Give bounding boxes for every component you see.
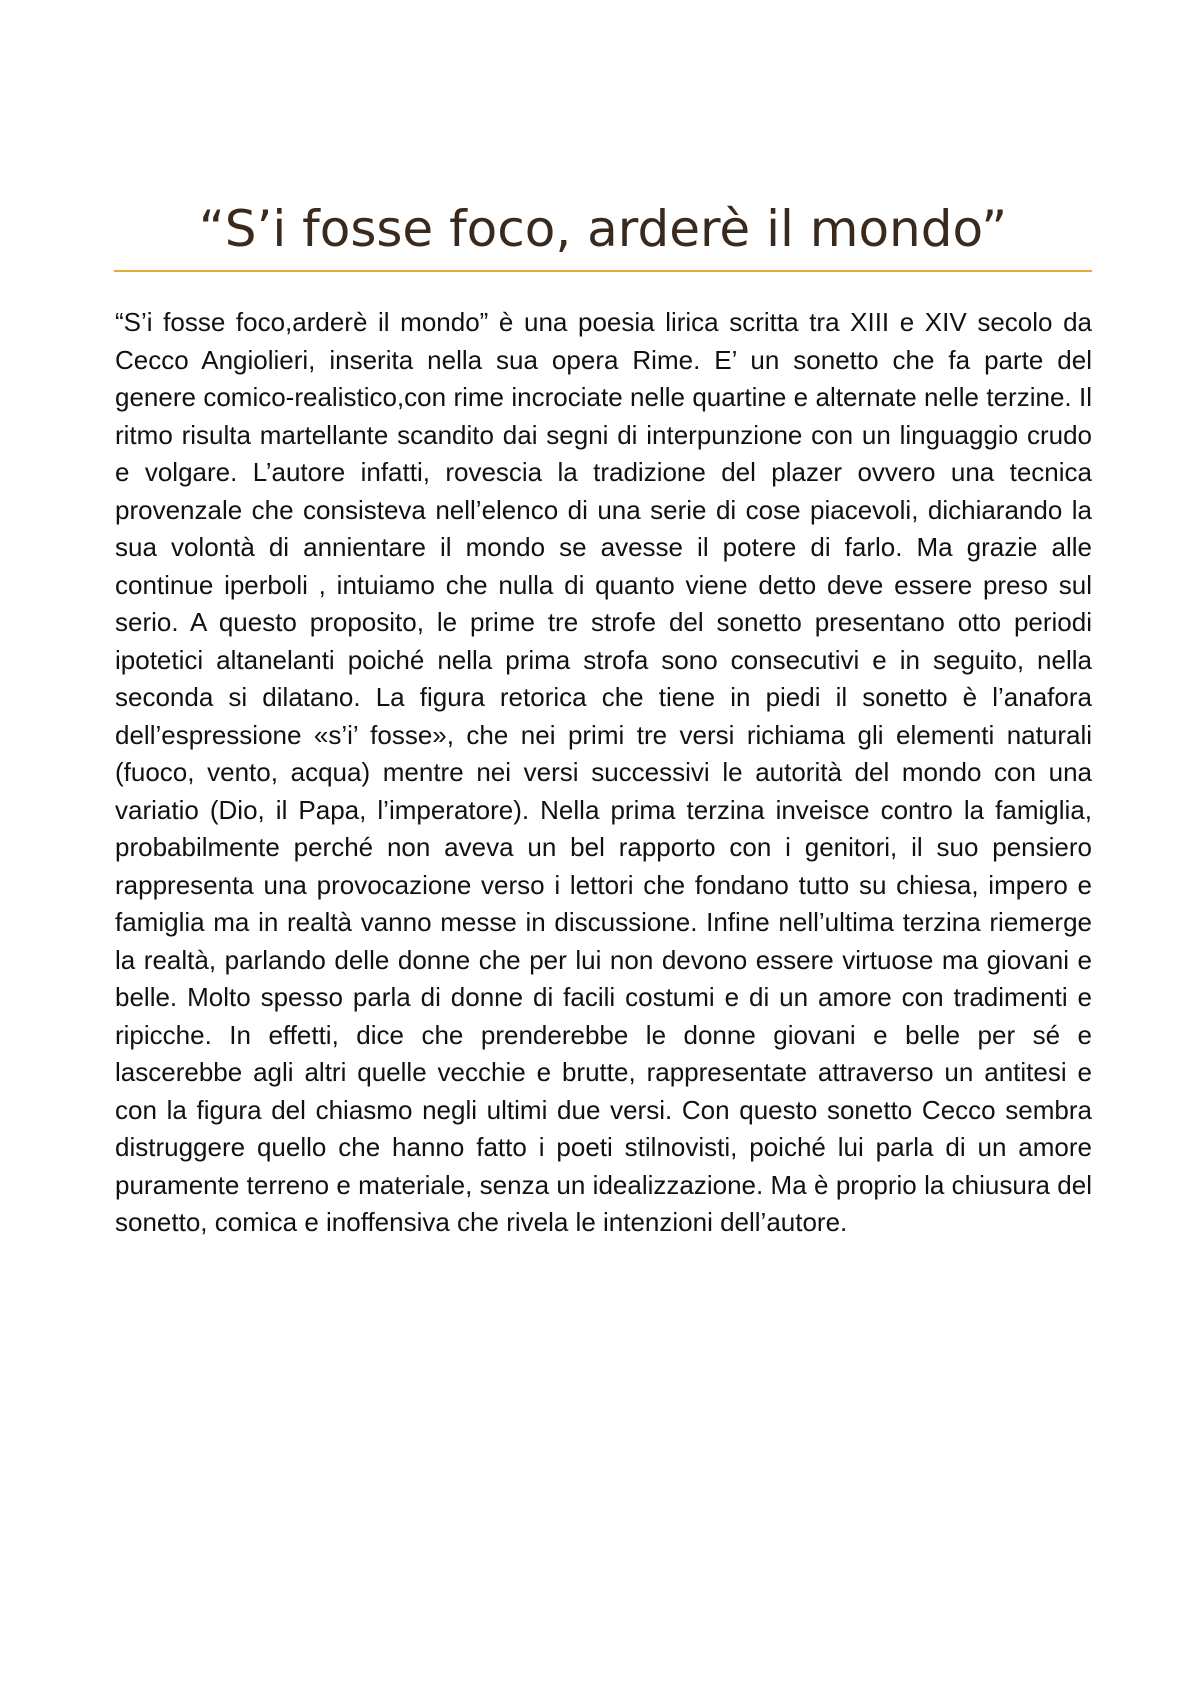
title-underline-divider — [114, 270, 1092, 272]
body-paragraph: “S’i fosse foco,arderè il mondo” è una poesia lirica scritta tra XIII e XIV secolo da Cecco Angiolieri, inserita nella sua opera Rime. E’ un sonetto che fa parte del genere comico-realistico,con rime incrociate nelle quartine e alternate nelle terzine. Il ritmo risulta martellante scandito dai segni di interpunzione con un linguaggio crudo e volgare. L’autore infatti, rovescia la tradizione del plazer ovvero una tecnica provenzale che consisteva nell’elenco di una serie di cose piacevoli, dichiarando la sua volontà di annientare il mondo se avesse il potere di farlo. Ma grazie alle continue iperboli , intuiamo che nulla di quanto viene detto deve essere preso sul serio. A questo proposito, le prime tre strofe del sonetto presentano otto periodi ipotetici altanelanti poiché nella prima strofa sono consecutivi e in seguito, nella seconda si dilatano. La figura retorica che tiene in piedi il sonetto è l’anafora dell’espressione «s’i’ fosse», che nei primi tre versi richiama gli elementi naturali (fuoco, vento, acqua) mentre nei versi successivi le autorità del mondo con una variatio (Dio, il Papa, l’imperatore). Nella prima terzina inveisce contro la famiglia, probabilmente perché non aveva un bel rapporto con i genitori, il suo pensiero rappresenta una provocazione verso i lettori che fondano tutto su chiesa, impero e famiglia ma in realtà vanno messe in discussione. Infine nell’ultima terzina riemerge la realtà, parlando delle donne che per lui non devono essere virtuose ma giovani e belle. Molto spesso parla di donne di facili costumi e di un amore con tradimenti e ripicche. In effetti, dice che prenderebbe le donne giovani e belle per sé e lascerebbe agli altri quelle vecchie e brutte, rappresentate attraverso un antitesi e con la figura del chiasmo negli ultimi due versi. Con questo sonetto Cecco sembra distruggere quello che hanno fatto i poeti stilnovisti, poiché lui parla di un amore puramente terreno e materiale, senza un idealizzazione. Ma è proprio la chiusura del sonetto, comica e inoffensiva che rivela le intenzioni dell’autore. — [115, 307, 1092, 1237]
document-title: “S’i fosse foco, arderè il mondo” — [198, 200, 1008, 258]
